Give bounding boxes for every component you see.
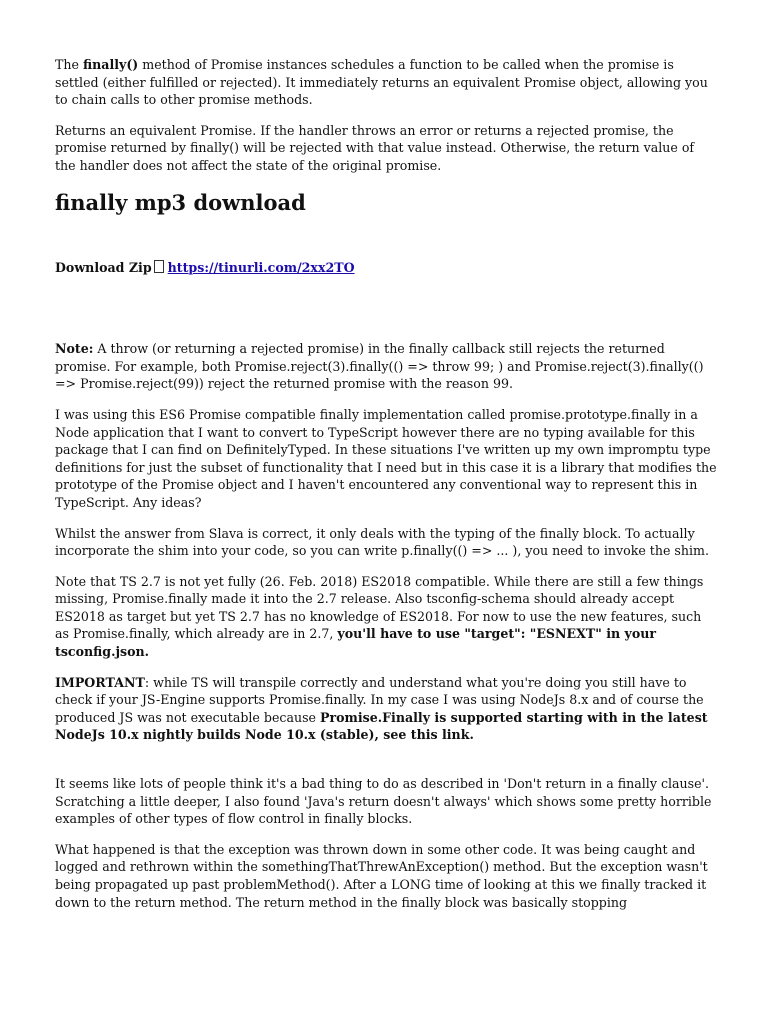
important-bold-text: Promise.Finally is supported starting with in the latest NodeJs 10.x nightly builds Node 10.x (stable), see this link. [55,709,708,743]
note-text: A throw (or returning a rejected promise) in the finally callback still rejects the returned promise. For example, both Promise.reject(3).finally(() => throw 99; ) and Promise.reject(3).finally(() => Promise.reject(99)) reject the returned promise with the reason 99. [55,341,704,392]
ts27-paragraph [55,573,717,661]
missing-glyph-icon [154,260,164,273]
finally-method-name: finally() [82,57,139,72]
document-body [55,56,717,924]
download-label: Download Zip [55,259,152,275]
intro-text: The [55,57,83,72]
important-label: IMPORTANT [55,674,145,690]
es6-paragraph: I was using this ES6 Promise compatible finally implementation called promise.prototype.finally in a Node application that I want to convert to TypeScript however there are no typing available for this package that I can find on DefinitelyTyped. In these situations I've written up my own impromptu type definitions for just the subset of functionality that I need but in this case it is a library that modifies the prototype of the Promise object and I haven't encountered any conventional way to represent this in TypeScript. Any ideas? [55,406,717,510]
download-link[interactable]: https://tinurli.com/2xx2TO [167,259,355,275]
note-paragraph [55,340,717,393]
note-label: Note: [55,341,94,357]
exception-paragraph: What happened is that the exception was thrown down in some other code. It was being caught and logged and rethrown within the somethingThatThrewAnException() method. But the exception wasn't being propagated up past problemMethod(). After a LONG time of looking at this we finally tracked it down to the return method. The return method in the finally block was basically stopping [55,841,708,910]
important-text: : while TS will transpile correctly and understand what you're doing you still have to check if your JS-Engine supports Promise.finally. In my case I was using NodeJs 8.x and of course the produced JS was not executable because [55,674,704,725]
slava-paragraph: Whilst the answer from Slava is correct, it only deals with the typing of the finally block. To actually incorporate the shim into your code, so you can write p.finally(() => ... ), you need to invoke the shim. [55,525,709,559]
important-paragraph [55,674,717,744]
intro-paragraph-1 [55,56,717,109]
intro-paragraph-2: Returns an equivalent Promise. If the handler throws an error or returns a rejected promise, the promise returned by finally() will be rejected with that value instead. Otherwise, the return value of the handler does not affect the state of the original promise. [55,122,695,173]
ts27-text: Note that TS 2.7 is not yet fully (26. Feb. 2018) ES2018 compatible. While there are still a few things missing, Promise.finally made it into the 2.7 release. Also tsconfig-schema should already accept ES2018 as target but yet TS 2.7 has no knowledge of ES2018. For now to use the new features, such as Promise.finally, which already are in 2.7, [55,573,704,642]
intro-text-rest: method of Promise instances schedules a function to be called when the promise is settled (either fulfilled or rejected). It immediately returns an equivalent Promise object, allowing you to chain calls to other promise methods. [55,57,708,108]
ts27-bold-text: you'll have to use "target": "ESNEXT" in your tsconfig.json. [55,626,657,660]
java-paragraph: It seems like lots of people think it's a bad thing to do as described in 'Don't return in a finally clause'. Scratching a little deeper, I also found 'Java's return doesn't always' which shows some pretty horrible examples of other types of flow control in finally blocks. [55,776,712,827]
page-heading: finally mp3 download [55,189,306,215]
spacer [55,757,717,775]
download-line [55,259,717,277]
